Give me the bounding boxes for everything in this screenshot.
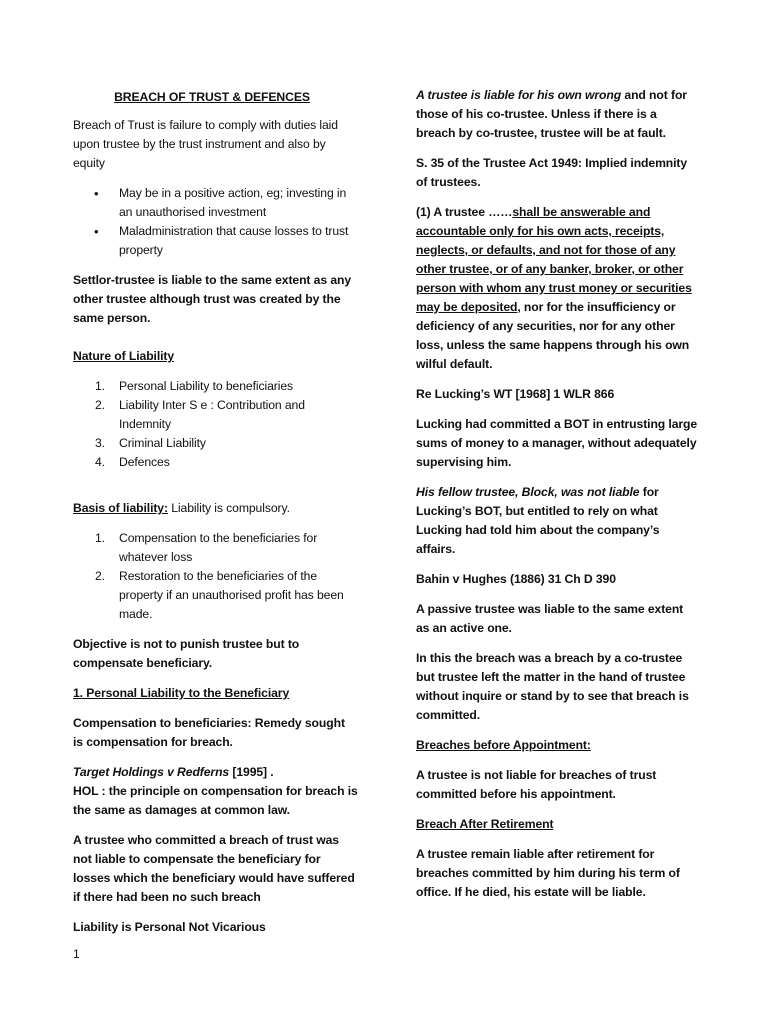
case-bahin-text: A passive trustee was liable to the same extent as an active one. [416,602,684,635]
case-lucking-heading: Re Lucking’s WT [1968] 1 WLR 866 [416,387,615,401]
bullet-item: • May be in a positive action, eg; investing in an unauthorised investment [119,184,358,222]
before-appointment-text: A trustee is not liable for breaches of trust committed before his appointment. [416,768,657,801]
section1-heading: 1. Personal Liability to the Beneficiary [73,686,290,700]
basis-heading: Basis of liability: [73,501,168,515]
case-bahin-heading: Bahin v Hughes (1886) 31 Ch D 390 [416,572,616,586]
list-item [95,396,358,434]
list-item [95,529,358,567]
s35-underlined-text: shall be answerable and accountable only for his own acts, receipts, neglects, or defaults, and not for those of any other trustee, or of any banker, broker, or other person with whom any trust money or securities may be deposited [416,205,692,314]
page-title: BREACH OF TRUST & DEFENCES [114,90,310,104]
case-lucking-emphasis: His fellow trustee, Block, was not liable [416,485,640,499]
case-name: Target Holdings v Redferns [73,765,230,779]
list-item-text: Liability Inter S e : Contribution and Indemnity [119,398,305,431]
own-wrong-emphasis: A trustee is liable for his own wrong [416,88,622,102]
settlor-paragraph: Settlor-trustee is liable to the same extent as any other trustee although trust was created by the same person. [73,273,352,325]
left-column [73,86,358,948]
case-lucking-text: for Lucking’s BOT, but entitled to rely on what Lucking had told him about the company’s affairs. [416,485,660,556]
list-number: 3. [95,436,105,450]
breach-bullet-list [73,184,358,260]
own-wrong-text: and not for those of his co-trustee. Unless if there is a breach by co-trustee, trustee will be at fault. [416,88,687,140]
basis-paragraph [73,499,358,518]
bullet-item: • Maladministration that cause losses to trust property [119,222,358,260]
right-column [416,86,698,913]
after-retirement-text: A trustee remain liable after retirement for breaches committed by him during his term of office. If he died, his estate will be liable. [416,847,680,899]
page-number: 1 [73,947,80,961]
list-item-text: Criminal Liability [119,436,206,450]
list-number: 2. [95,398,105,412]
intro-paragraph: Breach of Trust is failure to comply with duties laid upon trustee by the trust instrument and also by equity [73,118,338,170]
list-number: 1. [95,379,105,393]
list-number: 4. [95,455,105,469]
s35-quote [416,203,698,374]
nature-heading: Nature of Liability [73,349,175,363]
list-item [95,434,358,453]
list-item-text: Compensation to the beneficiaries for whatever loss [119,531,318,564]
s35-heading: S. 35 of the Trustee Act 1949: Implied indemnity of trustees. [416,156,688,189]
case-bahin-detail: In this the breach was a breach by a co-trustee but trustee left the matter in the hand of trustee without inquire or stand by to see that breach is committed. [416,651,689,722]
own-wrong-paragraph [416,86,698,143]
case-lucking-holding [416,483,698,559]
before-appointment-heading: Breaches before Appointment: [416,738,591,752]
list-number: 2. [95,569,105,583]
list-item [95,377,358,396]
list-item [95,453,358,472]
objective-paragraph: Objective is not to punish trustee but to compensate beneficiary. [73,637,300,670]
case-holding: HOL : the principle on compensation for breach is the same as damages at common law. [73,784,358,817]
list-item-text: Personal Liability to beneficiaries [119,379,293,393]
personal-liability-heading: Liability is Personal Not Vicarious [73,920,266,934]
basis-text: Liability is compulsory. [167,501,290,515]
list-number: 1. [95,531,105,545]
case-target-holdings [73,763,358,820]
trustee-paragraph: A trustee who committed a breach of trust was not liable to compensate the beneficiary for losses which the beneficiary would have suffered if there had been no such breach [73,833,355,904]
case-year: [1995] . [229,765,274,779]
case-lucking-facts: Lucking had committed a BOT in entrusting large sums of money to a manager, without adequately supervising him. [416,417,698,469]
s35-remainder: , nor for the insufficiency or deficiency of any securities, nor for any other loss, unless the same happens through his own wilful default. [416,300,690,371]
s35-prefix: (1) A trustee …… [416,205,513,219]
list-item-text: Defences [119,455,170,469]
after-retirement-heading: Breach After Retirement [416,817,554,831]
list-item-text: Restoration to the beneficiaries of the property if an unauthorised profit has been made. [119,569,344,621]
compensation-paragraph: Compensation to beneficiaries: Remedy sought is compensation for breach. [73,716,345,749]
nature-list [73,377,358,472]
list-item [95,567,358,624]
basis-list [73,529,358,624]
